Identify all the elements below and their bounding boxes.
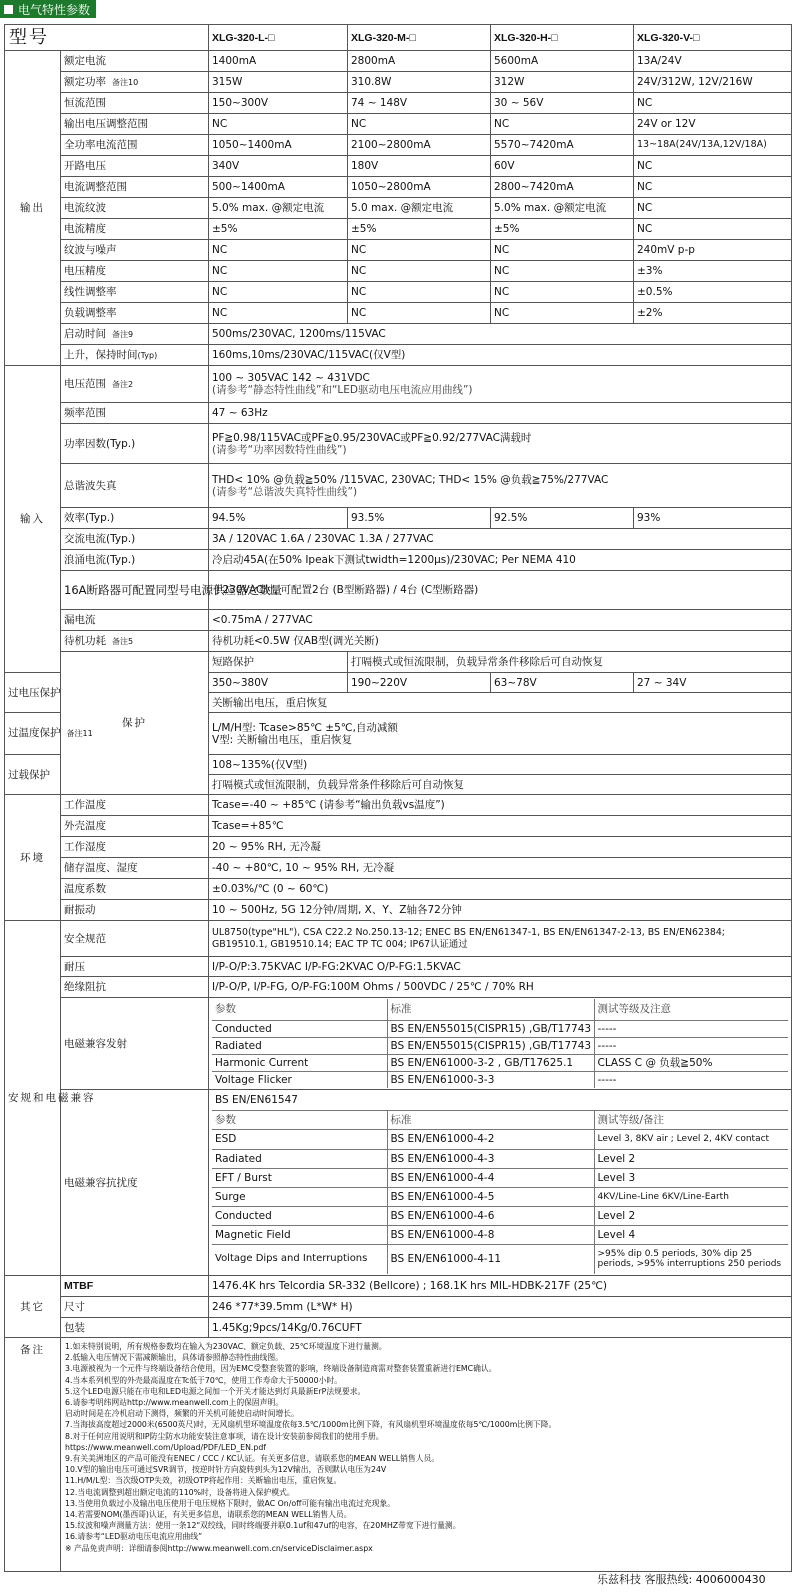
cell: BS EN/EN61000-4-4 [387, 1168, 594, 1187]
row-label: 线性调整率 [61, 282, 209, 303]
cell: 5.0 max. @额定电流 [348, 198, 491, 219]
cell: 1.45Kg;9pcs/14Kg/0.76CUFT [209, 1318, 792, 1338]
output-row [5, 345, 792, 366]
safety-row [5, 977, 792, 998]
cell: ±0.03%/℃ (0 ~ 60℃) [209, 879, 792, 900]
other-row [5, 1318, 792, 1338]
emi-row [212, 1020, 788, 1037]
cell: Level 3 [594, 1168, 788, 1187]
cell: BS EN/EN61000-4-2 [387, 1129, 594, 1149]
cell [209, 464, 792, 508]
note-line: 12.当电流调整到超出额定电流的110%时，设备将进入保护模式。 [65, 1487, 295, 1497]
ems-cell [209, 1090, 792, 1276]
output-row [5, 240, 792, 261]
cell: 74 ~ 148V [348, 93, 491, 114]
head-cell: 测试等级/备注 [594, 1110, 788, 1129]
safety-row [5, 921, 792, 957]
square-icon [4, 5, 13, 14]
spec-table [4, 24, 792, 1572]
row-label: 电流调整范围 [61, 177, 209, 198]
output-row [5, 261, 792, 282]
model-row [5, 25, 792, 51]
cell: NC [634, 219, 792, 240]
ems-row [212, 1225, 788, 1244]
cell: Level 4 [594, 1225, 788, 1244]
head-cell: 测试等级及注意 [594, 999, 788, 1020]
env-row [5, 816, 792, 837]
cell: 待机功耗<0.5W 仅AB型(调光关断) [209, 631, 792, 652]
ems-head-row [212, 1110, 788, 1129]
cell [209, 713, 792, 755]
cell: NC [348, 303, 491, 324]
head-cell: 参数 [212, 999, 387, 1020]
row-label-text: 启动时间 [64, 327, 106, 340]
safety-row [5, 1090, 792, 1276]
cell: 500~1400mA [209, 177, 348, 198]
notes-cell [61, 1338, 792, 1572]
other-row [5, 1276, 792, 1297]
input-row [5, 464, 792, 508]
cell: 冷启动45A(在50% Ipeak下测试twidth=1200μs)/230VAC; Per NEMA 410 [209, 550, 792, 571]
cell: 500ms/230VAC, 1200ms/115VAC [209, 324, 792, 345]
note-line: 7.当海拔高度超过2000米(6500英尺)时，无风扇机型环境温度依每3.5℃/1000m比例下降，有风扇机型环境温度依每5℃/1000m比例下降。 [65, 1420, 557, 1430]
model-m: XLG-320-M-□ [348, 25, 491, 51]
row-label: 安全规范 [61, 921, 209, 957]
emi-cell [209, 998, 792, 1090]
cell: BS EN/EN61000-3-2 , GB/T17625.1 [387, 1054, 594, 1071]
emi-head-row [212, 999, 788, 1020]
cell: Conducted [212, 1020, 387, 1037]
cell: Radiated [212, 1037, 387, 1054]
safety-section: 安规和电磁兼容 [5, 921, 61, 1276]
notes-row [5, 1338, 792, 1572]
cell: 63~78V [491, 673, 634, 693]
row-label-text: 电压范围 [64, 377, 106, 390]
emi-row [212, 1071, 788, 1088]
row-label: 功率因数(Typ.) [61, 424, 209, 464]
ems-row [212, 1129, 788, 1149]
note-ref: 备注11 [66, 729, 93, 738]
row-label: 漏电流 [61, 610, 209, 631]
cell: 340V [209, 156, 348, 177]
input-row [5, 508, 792, 529]
output-row [5, 219, 792, 240]
cell: Magnetic Field [212, 1225, 387, 1244]
output-row [5, 324, 792, 345]
cell: -40 ~ +80℃, 10 ~ 95% RH, 无冷凝 [209, 858, 792, 879]
note-line: 9.有关美洲地区的产品可能没有ENEC / CCC / KC认证。有关更多信息，请联系您的MEAN WELL销售人员。 [65, 1454, 440, 1464]
cell: NC [491, 114, 634, 135]
line: UL8750(type"HL"), CSA C22.2 No.250.13-12; ENEC BS EN/EN61347-1, BS EN/EN61347-2-13, BS EN/EN62384; [212, 926, 725, 938]
output-row [5, 93, 792, 114]
row-label: 电磁兼容抗扰度 [61, 1090, 209, 1276]
cell: 2800mA [348, 51, 491, 72]
note-line: 15.纹波和噪声测量方法：使用一条12"双绞线，同时终端要并联0.1uf和47uf的电容，在20MHZ带宽下进行量测。 [65, 1521, 461, 1531]
row-label: 包装 [61, 1318, 209, 1338]
row-label: 电流精度 [61, 219, 209, 240]
output-row [5, 72, 792, 93]
output-row [5, 135, 792, 156]
note-line: https://www.meanwell.com/Upload/PDF/LED_EN.pdf [65, 1442, 267, 1452]
line: L/M/H型: Tcase>85℃ ±5℃,自动减额 [212, 721, 398, 734]
cell: 5570~7420mA [491, 135, 634, 156]
output-row [5, 156, 792, 177]
row-label: 温度系数 [61, 879, 209, 900]
cell: 关断输出电压，重启恢复 [209, 693, 792, 713]
row-label: 总谐波失真 [61, 464, 209, 508]
cell: 2100~2800mA [348, 135, 491, 156]
output-row [5, 198, 792, 219]
cell: Voltage Flicker [212, 1071, 387, 1088]
row-label: 耐振动 [61, 900, 209, 921]
note-line: 3.电源被视为一个元件与终端设备结合使用，因为EMC受整套装置的影响，终端设备制造商需对整套装置重新进行EMC确认。 [65, 1364, 497, 1374]
cell: 160ms,10ms/230VAC/115VAC(仅V型) [209, 345, 792, 366]
note-line: ※ 产品免责声明：详细请参阅http://www.meanwell.com.cn/serviceDisclaimer.aspx [65, 1543, 373, 1553]
model-l: XLG-320-L-□ [209, 25, 348, 51]
row-label: 储存温度、湿度 [61, 858, 209, 879]
row-label: 16A断路器可配置同型号电源供应器之数量 [61, 571, 209, 610]
cell: NC [491, 261, 634, 282]
safety-row [5, 998, 792, 1090]
input-row [5, 571, 792, 610]
footer-hotline: 乐兹科技 客服热线: 4006000430 [597, 1573, 766, 1586]
ems-table [212, 1091, 788, 1274]
input-row [5, 550, 792, 571]
notes-section: 备注 [5, 1338, 61, 1572]
cell: 310.8W [348, 72, 491, 93]
cell: ----- [594, 1071, 788, 1088]
cell: 1050~1400mA [209, 135, 348, 156]
note-ref: 备注2 [112, 379, 134, 389]
cell: BS EN/EN61547 [212, 1091, 788, 1110]
row-label: 电磁兼容发射 [61, 998, 209, 1090]
cell: NC [209, 240, 348, 261]
row-label: 电流纹波 [61, 198, 209, 219]
cell: NC [491, 303, 634, 324]
line: THD< 10% @负载≧50% /115VAC, 230VAC; THD< 15% @负载≧75%/277VAC [212, 473, 609, 486]
cell: CLASS C @ 负载≧50% [594, 1054, 788, 1071]
cell [209, 921, 792, 957]
output-row [5, 303, 792, 324]
cell: NC [491, 282, 634, 303]
note-line: 16.请参考“LED驱动电压电流应用曲线” [65, 1532, 203, 1542]
note-line: 14.若需要NOM(墨西哥)认证，有关更多信息，请联系您的MEAN WELL销售人员。 [65, 1510, 352, 1520]
cell: NC [491, 240, 634, 261]
line: PF≧0.98/115VAC或PF≧0.95/230VAC或PF≧0.92/277VAC满载时 [212, 431, 532, 444]
emi-row [212, 1054, 788, 1071]
cell: BS EN/EN61000-4-11 [387, 1244, 594, 1274]
cell: 1400mA [209, 51, 348, 72]
cell: BS EN/EN55015(CISPR15) ,GB/T17743 [387, 1037, 594, 1054]
protection-section: 保护 [61, 652, 209, 795]
note-line: 5.这个LED电源只能在市电和LED电源之间加一个开关才能达到灯具最新ErP法规要求。 [65, 1386, 366, 1396]
cell: NC [634, 198, 792, 219]
cell: NC [209, 261, 348, 282]
env-section: 环境 [5, 795, 61, 921]
cell: 3A / 120VAC 1.6A / 230VAC 1.3A / 277VAC [209, 529, 792, 550]
row-label: 额定电流 [61, 51, 209, 72]
cell: 108~135%(仅V型) [209, 755, 792, 775]
cell: 5.0% max. @额定电流 [209, 198, 348, 219]
row-label: 频率范围 [61, 403, 209, 424]
cell: 24V/312W, 12V/216W [634, 72, 792, 93]
env-row [5, 837, 792, 858]
env-row [5, 858, 792, 879]
notes-list [65, 1341, 787, 1554]
cell: 47 ~ 63Hz [209, 403, 792, 424]
cell [209, 366, 792, 403]
ems-row [212, 1206, 788, 1225]
model-label: 型号 [5, 25, 209, 51]
cell: ±5% [209, 219, 348, 240]
cell: Surge [212, 1187, 387, 1206]
head-cell: 标准 [387, 999, 594, 1020]
row-label: 短路保护 [209, 652, 348, 673]
output-row [5, 282, 792, 303]
cell: Level 2 [594, 1149, 788, 1168]
cell: BS EN/EN55015(CISPR15) ,GB/T17743 [387, 1020, 594, 1037]
row-label-text: 额定功率 [64, 75, 106, 88]
cell: 350~380V [209, 673, 348, 693]
cell: 24V or 12V [634, 114, 792, 135]
row-label: 工作温度 [61, 795, 209, 816]
row-label: 外壳温度 [61, 816, 209, 837]
model-v: XLG-320-V-□ [634, 25, 792, 51]
row-label: 全功率电流范围 [61, 135, 209, 156]
cell: NC [348, 261, 491, 282]
row-label [61, 366, 209, 403]
env-row [5, 795, 792, 816]
cell: 92.5% [491, 508, 634, 529]
cell: NC [634, 156, 792, 177]
note-line: 1.如未特别说明，所有规格参数均在输入为230VAC、额定负载、25℃环境温度下进行量测。 [65, 1342, 387, 1351]
row-label: 过载保护 [5, 755, 61, 795]
row-label: MTBF [61, 1276, 209, 1297]
cell: 1476.4K hrs Telcordia SR-332 (Bellcore) ; 168.1K hrs MIL-HDBK-217F (25℃) [209, 1276, 792, 1297]
ems-row [212, 1149, 788, 1168]
cell: ±5% [348, 219, 491, 240]
row-label: 开路电压 [61, 156, 209, 177]
cell: 5600mA [491, 51, 634, 72]
cell: Level 2 [594, 1206, 788, 1225]
env-row [5, 900, 792, 921]
cell: 180V [348, 156, 491, 177]
line: GB19510.1, GB19510.14; EAC TP TC 004; IP67认证通过 [212, 938, 468, 950]
cell: Tcase=-40 ~ +85℃ (请参考“输出负载vs温度”) [209, 795, 792, 816]
row-label: 尺寸 [61, 1297, 209, 1318]
cell: NC [348, 240, 491, 261]
line: V型: 关断输出电压，重启恢复 [212, 733, 353, 746]
line: 100 ~ 305VAC 142 ~ 431VDC [212, 372, 370, 384]
row-label: 输出电压调整范围 [61, 114, 209, 135]
note-line: 11.H/M/L型：当次级OTP失效，初级OTP将起作用：关断输出电压，重启恢复。 [65, 1476, 342, 1486]
input-section: 输入 [5, 366, 61, 673]
cell: 13A/24V [634, 51, 792, 72]
note-line: 10.V型的输出电压可通过SVR调节，按逆时针方向旋转到头为12V输出，否则默认电压为24V [65, 1465, 387, 1475]
section-header [0, 0, 96, 18]
cell: 13~18A(24V/13A,12V/18A) [634, 135, 792, 156]
cell: Tcase=+85℃ [209, 816, 792, 837]
cell: NC [209, 303, 348, 324]
cell: 打嗝模式或恒流限制，负载异常条件移除后可自动恢复 [209, 775, 792, 795]
row-label-text: 待机功耗 [64, 634, 106, 647]
cell: 312W [491, 72, 634, 93]
cell: 5.0% max. @额定电流 [491, 198, 634, 219]
model-h: XLG-320-H-□ [491, 25, 634, 51]
row-label [61, 324, 209, 345]
cell: 246 *77*39.5mm (L*W* H) [209, 1297, 792, 1318]
row-label: 工作湿度 [61, 837, 209, 858]
input-row [5, 529, 792, 550]
cell: 190~220V [348, 673, 491, 693]
row-label: 恒流范围 [61, 93, 209, 114]
input-row [5, 610, 792, 631]
cell: Radiated [212, 1149, 387, 1168]
ems-std-row [212, 1091, 788, 1110]
cell: 1050~2800mA [348, 177, 491, 198]
cell: ----- [594, 1020, 788, 1037]
line: (请参考“静态特性曲线”和“LED驱动电压电流应用曲线”) [212, 384, 473, 396]
cell: ±3% [634, 261, 792, 282]
cell: NC [634, 93, 792, 114]
row-label [61, 631, 209, 652]
cell: Level 3, 8KV air ; Level 2, 4KV contact [594, 1129, 788, 1149]
cell: 93% [634, 508, 792, 529]
cell: NC [348, 282, 491, 303]
row-label: 电压精度 [61, 261, 209, 282]
cell: Harmonic Current [212, 1054, 387, 1071]
output-row [5, 114, 792, 135]
cell: 2800~7420mA [491, 177, 634, 198]
cell: 94.5% [209, 508, 348, 529]
row-label: 交流电流(Typ.) [61, 529, 209, 550]
cell: >95% dip 0.5 periods, 30% dip 25 periods, >95% interruptions 250 periods [594, 1244, 788, 1274]
input-row [5, 424, 792, 464]
ems-row [212, 1244, 788, 1274]
cell: NC [209, 282, 348, 303]
row-label-text: 上升，保持时间 [64, 348, 138, 361]
row-label: 耐压 [61, 957, 209, 977]
cell: ±5% [491, 219, 634, 240]
emi-table [212, 999, 788, 1088]
ems-row [212, 1168, 788, 1187]
cell: BS EN/EN61000-3-3 [387, 1071, 594, 1088]
line: (请参考“功率因数特性曲线”) [212, 443, 347, 456]
cell: 150~300V [209, 93, 348, 114]
head-cell: 参数 [212, 1110, 387, 1129]
cell: BS EN/EN61000-4-8 [387, 1225, 594, 1244]
cell [209, 424, 792, 464]
row-label: 浪涌电流(Typ.) [61, 550, 209, 571]
cell: Conducted [212, 1206, 387, 1225]
note-ref: 备注5 [112, 636, 134, 646]
input-row [5, 631, 792, 652]
cell: ±0.5% [634, 282, 792, 303]
output-row [5, 177, 792, 198]
cell: ±2% [634, 303, 792, 324]
cell: I/P-O/P:3.75KVAC I/P-FG:2KVAC O/P-FG:1.5KVAC [209, 957, 792, 977]
row-label: 纹波与噪声 [61, 240, 209, 261]
protection-row [5, 652, 792, 673]
cell: NC [634, 177, 792, 198]
row-label [61, 345, 209, 366]
note-line: 6.请参考明纬网站http://www.meanwell.com上的保固声明。 [65, 1398, 284, 1408]
note-ref: 备注10 [112, 77, 139, 87]
output-row [5, 51, 792, 72]
input-row [5, 403, 792, 424]
row-label-text: 过温度保护 [8, 727, 61, 739]
note-line: 8.对于任何应用说明和IP防尘防水功能安装注意事项，请在设计安装前参阅我们的使用手册。 [65, 1431, 384, 1441]
cell: 93.5% [348, 508, 491, 529]
cell: NC [209, 114, 348, 135]
cell: NC [348, 114, 491, 135]
cell: Voltage Dips and Interruptions [212, 1244, 387, 1274]
head-cell: 标准 [387, 1110, 594, 1129]
other-row [5, 1297, 792, 1318]
cell: 于230VAC时, 可配置2台 (B型断路器) / 4台 (C型断路器) [209, 571, 792, 610]
cell: BS EN/EN61000-4-3 [387, 1149, 594, 1168]
note-line: 13.当使用负载过小及输出电压使用于电压规格下限时，做AC On/off可能有输出电流过充现象。 [65, 1498, 396, 1508]
cell: 27 ~ 34V [634, 673, 792, 693]
row-label: 绝缘阻抗 [61, 977, 209, 998]
row-label: 负载调整率 [61, 303, 209, 324]
ems-row [212, 1187, 788, 1206]
row-label: 过电压保护 [5, 673, 61, 713]
cell: 315W [209, 72, 348, 93]
output-section: 输出 [5, 51, 61, 366]
cell: 10 ~ 500Hz, 5G 12分钟/周期, X、Y、Z轴各72分钟 [209, 900, 792, 921]
safety-row [5, 957, 792, 977]
cell: EFT / Burst [212, 1168, 387, 1187]
cell: 30 ~ 56V [491, 93, 634, 114]
row-label [61, 72, 209, 93]
cell: 打嗝模式或恒流限制，负载异常条件移除后可自动恢复 [348, 652, 792, 673]
line: (请参考“总谐波失真特性曲线”) [212, 485, 358, 498]
env-row [5, 879, 792, 900]
cell: 4KV/Line-Line 6KV/Line-Earth [594, 1187, 788, 1206]
cell: BS EN/EN61000-4-6 [387, 1206, 594, 1225]
section-title: 电气特性参数 [18, 3, 91, 17]
note-line: 2.低输入电压情况下需减额输出，具体请参照静态特性曲线图。 [65, 1353, 283, 1363]
emi-row [212, 1037, 788, 1054]
note-line: 4.当本系列机型的外壳最高温度在Tc低于70℃，使用工作寿命大于50000小时。 [65, 1375, 342, 1385]
note-line: 启动时间是在冷机启动下测得，频繁的开关机可能使启动时间增长。 [65, 1409, 299, 1419]
cell: 20 ~ 95% RH, 无冷凝 [209, 837, 792, 858]
cell: BS EN/EN61000-4-5 [387, 1187, 594, 1206]
cell: 240mV p-p [634, 240, 792, 261]
typ-mark: (Typ) [137, 350, 158, 360]
note-ref: 备注9 [112, 329, 134, 339]
cell: ESD [212, 1129, 387, 1149]
cell: <0.75mA / 277VAC [209, 610, 792, 631]
input-row [5, 366, 792, 403]
cell: ----- [594, 1037, 788, 1054]
row-label [5, 713, 93, 755]
row-label: 效率(Typ.) [61, 508, 209, 529]
cell: I/P-O/P, I/P-FG, O/P-FG:100M Ohms / 500VDC / 25℃ / 70% RH [209, 977, 792, 998]
other-section: 其它 [5, 1276, 61, 1338]
cell: 60V [491, 156, 634, 177]
